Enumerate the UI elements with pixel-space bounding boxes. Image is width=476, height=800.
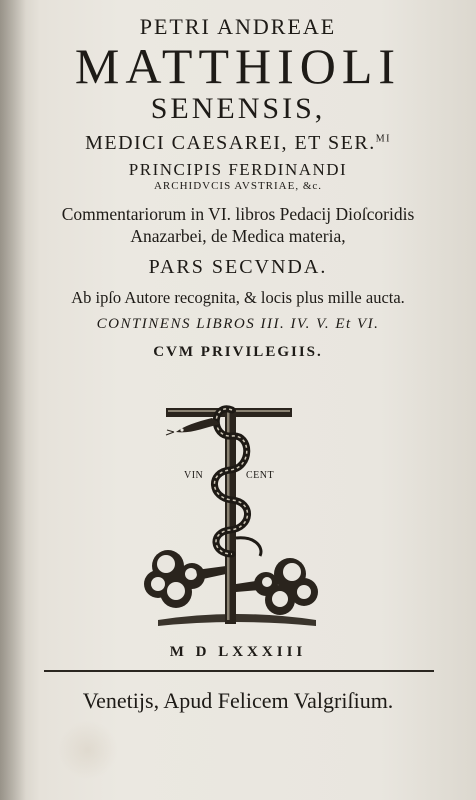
patron-title: ARCHIDVCIS AVSTRIAE, &c. — [153, 180, 323, 192]
author-title — [0, 132, 476, 155]
author-title-text: MEDICI CAESAREI, ET SER. — [85, 132, 376, 154]
work-title-line1: Commentariorum in VI. libros Pedacij Dioſcoridis — [61, 204, 415, 224]
author-origin: SENENSIS, — [150, 92, 326, 125]
contents-note: CONTINENS LIBROS III. IV. V. Et VI. — [96, 316, 380, 332]
publication-year: M D LXXXIII — [169, 644, 307, 660]
paper-stain — [58, 720, 118, 780]
emblem-motto-right: CENT — [246, 470, 275, 481]
author-title-sup: MI — [375, 133, 391, 145]
printer-device-emblem — [140, 388, 330, 638]
part-label: PARS SECVNDA. — [148, 256, 328, 278]
emblem-motto-left: VIN — [184, 470, 204, 481]
work-title-line2: Anazarbei, de Medica materia, — [130, 226, 346, 246]
imprint: Venetijs, Apud Felicem Valgriſium. — [82, 688, 394, 713]
patron-line: PRINCIPIS FERDINANDI — [128, 160, 348, 179]
imprint-rule — [44, 670, 434, 672]
revision-note: Ab ipſo Autore recognita, & locis plus mille aucta. — [71, 288, 405, 307]
author-forename: PETRI ANDREAE — [139, 14, 337, 39]
privilege-note: CVM PRIVILEGIIS. — [153, 344, 323, 360]
author-surname: MATTHIOLI — [74, 38, 402, 94]
